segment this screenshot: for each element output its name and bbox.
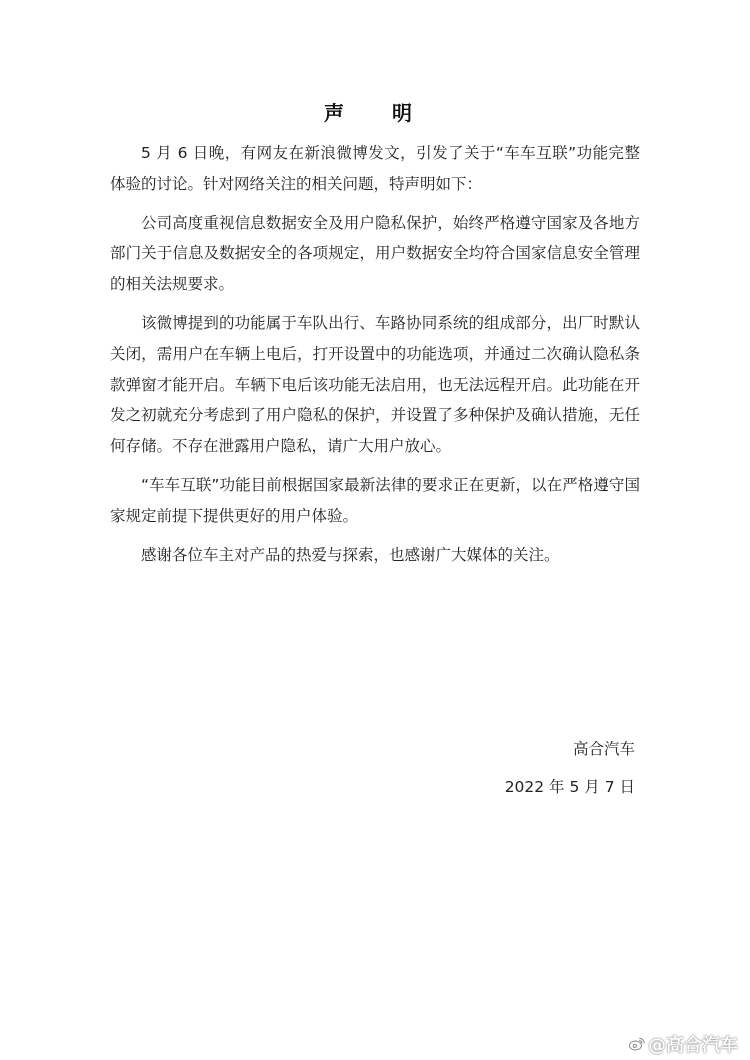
paragraph-1: 5 月 6 日晚，有网友在新浪微博发文，引发了关于“车车互联”功能完整体验的讨论。针对网络关注的相关问题，特声明如下： [110, 144, 640, 193]
weibo-watermark [628, 1031, 738, 1057]
paragraph-5: 感谢各位车主对产品的热爱与探索，也感谢广大媒体的关注。 [141, 545, 560, 564]
company-name: 高合汽车 [572, 740, 635, 758]
paragraph-4: “车车互联”功能目前根据国家最新法律的要求正在更新，以在严格遵守国家规定前提下提供更好的用户体验。 [110, 475, 640, 525]
paragraph-3: 该微博提到的功能属于车队出行、车路协同系统的组成部分，出厂时默认关闭，需用户在车辆上电后，打开设置中的功能选项，并通过二次确认隐私条款弹窗才能开启。车辆下电后该功能无法启用，也无法远程开启。此功能在开发之初就充分考虑到了用户隐私的保护，并设置了多种保护及确认措施，无任何存储。不存在泄露用户隐私，请广大用户放心。 [110, 313, 640, 456]
signature-block [505, 730, 635, 806]
weibo-icon [628, 1035, 646, 1053]
document-title: 声 明 [324, 101, 426, 125]
paragraph-2: 公司高度重视信息数据安全及用户隐私保护，始终严格遵守国家及各地方部门关于信息及数据安全的各项规定，用户数据安全均符合国家信息安全管理的相关法规要求。 [110, 213, 640, 294]
document-body [110, 138, 640, 578]
watermark-text: @高合汽车 [648, 1035, 738, 1056]
issue-date: 2022 年 5 月 7 日 [504, 778, 635, 796]
